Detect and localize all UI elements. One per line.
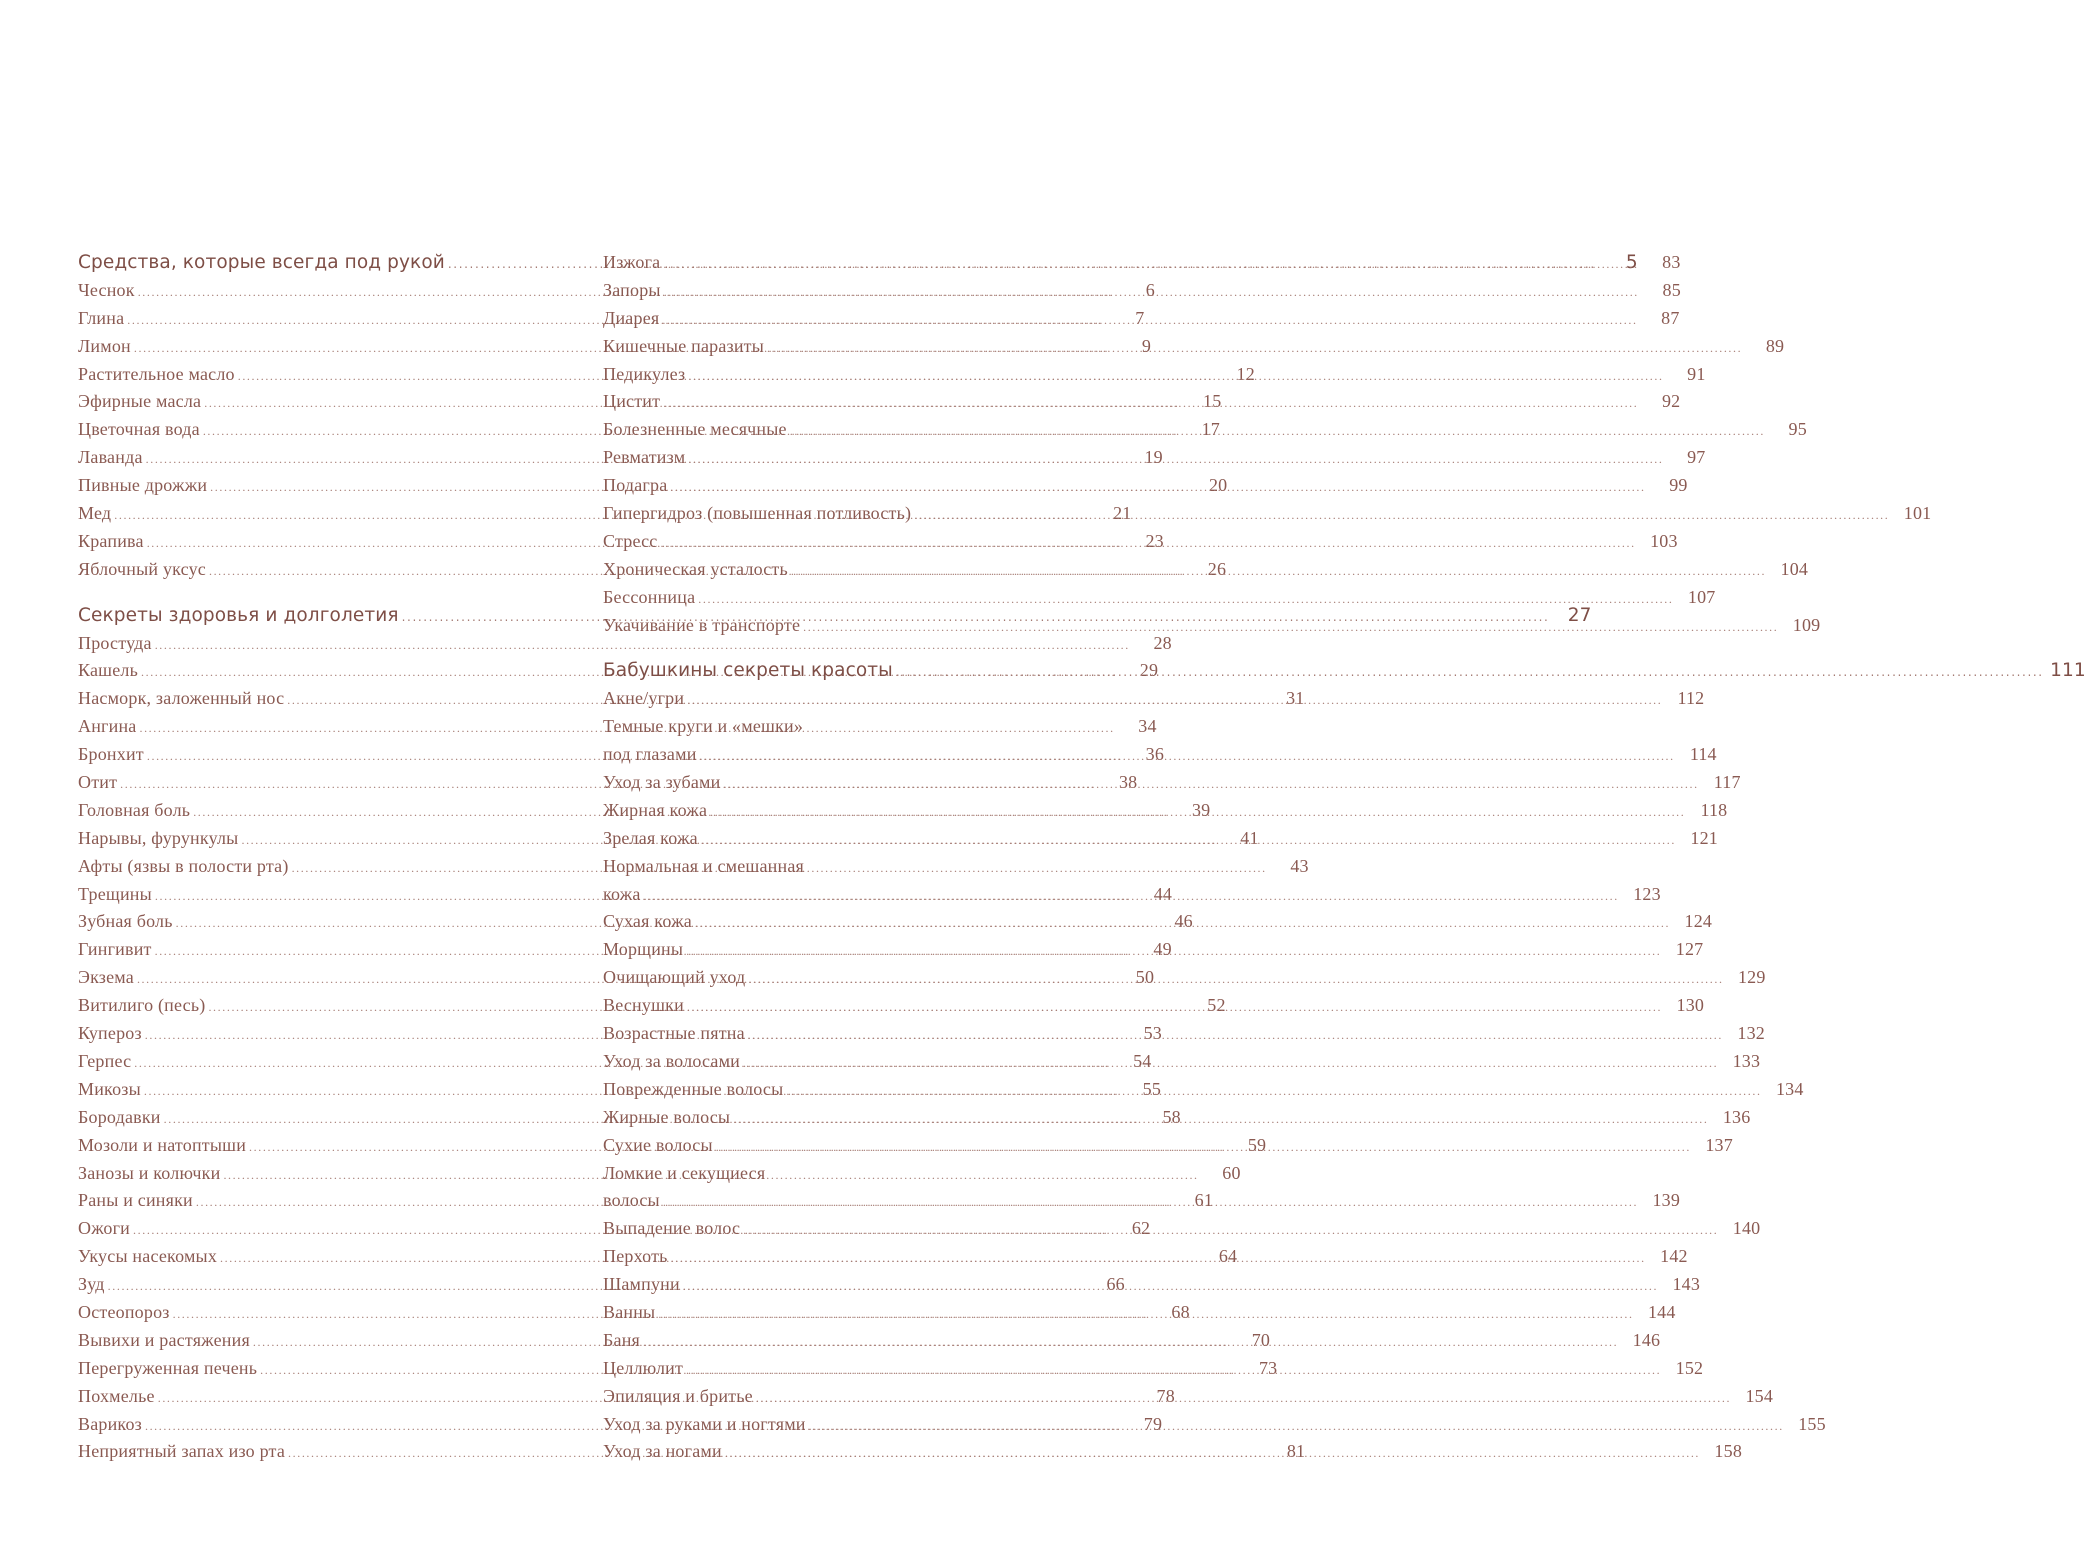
dot-leader — [710, 799, 1685, 827]
toc-page-number: 91 — [1687, 363, 1706, 384]
toc-entry-title: Головная боль — [78, 799, 191, 820]
dot-leader — [683, 1273, 1658, 1301]
toc-page-number: 158 — [1714, 1441, 1743, 1462]
toc-page-number: 17 — [1201, 419, 1221, 440]
toc-page-number: 155 — [1798, 1413, 1826, 1434]
toc-entry-title: Укачивание в транспорте — [603, 614, 801, 635]
toc-entry-title: Бабушкины секреты красоты — [603, 660, 893, 682]
toc-entry-first-line — [603, 853, 1084, 881]
toc-page-number: 123 — [1633, 883, 1661, 904]
dot-leader — [701, 827, 1676, 855]
toc-entry-title: Зрелая кожа — [603, 827, 698, 848]
toc-page-number: 129 — [1737, 967, 1766, 988]
toc-page-number: 81 — [1286, 1441, 1306, 1462]
toc-page-number: 62 — [1131, 1218, 1151, 1239]
toc-page-number: 132 — [1737, 1023, 1765, 1044]
toc-page-number: 127 — [1675, 939, 1704, 960]
toc-entry-title: Эфирные масла — [78, 391, 202, 412]
dot-leader — [809, 1413, 1784, 1441]
toc-page-number: 101 — [1903, 503, 1932, 524]
toc-entry-title: Укусы насекомых — [78, 1246, 218, 1267]
toc-page-number: 44 — [1153, 883, 1173, 904]
dot-leader — [644, 883, 1619, 911]
toc-page-number: 109 — [1792, 614, 1821, 635]
toc-page-number: 58 — [1162, 1106, 1181, 1127]
toc-entry-title: Трещины — [78, 883, 152, 904]
toc-page-number: 136 — [1722, 1106, 1751, 1127]
toc-page-number: 12 — [1236, 363, 1255, 384]
toc-entry[interactable] — [603, 249, 1681, 277]
dot-leader — [786, 1078, 1761, 1106]
toc-entry-title: Болезненные месячные — [603, 419, 787, 440]
toc-entry-title: Отит — [78, 772, 118, 793]
dot-leader — [791, 558, 1766, 586]
toc-entry-title: Гингивит — [78, 939, 152, 960]
toc-page-number: 112 — [1677, 688, 1705, 709]
toc-entry-title: Веснушки — [603, 995, 684, 1016]
toc-page-number: 95 — [1788, 419, 1807, 440]
dot-leader — [686, 938, 1661, 966]
toc-page-number: 46 — [1174, 911, 1193, 932]
toc-page-number: 19 — [1144, 447, 1163, 468]
toc-page-number: 92 — [1661, 391, 1681, 412]
dot-leader — [687, 994, 1662, 1022]
toc-entry-title: Акне/угри — [603, 688, 685, 709]
toc-page-number: 78 — [1156, 1385, 1175, 1406]
toc-page-number: 87 — [1661, 307, 1680, 328]
toc-page-number: 85 — [1662, 279, 1681, 300]
toc-entry-title: Крапива — [78, 530, 144, 551]
dot-leader — [663, 390, 1638, 418]
dot-leader — [698, 586, 1673, 614]
toc-page-number: 118 — [1700, 799, 1728, 820]
toc-page-number: 66 — [1106, 1274, 1125, 1295]
toc-entry-title: под глазами — [603, 744, 697, 765]
toc-entry-title: Мозоли и натоптыши — [78, 1134, 247, 1155]
toc-entry-title: Морщины — [603, 939, 684, 960]
toc-entry-title: Поврежденные волосы — [603, 1078, 784, 1099]
toc-page-number: 15 — [1203, 391, 1222, 412]
toc-page-number: 59 — [1247, 1134, 1267, 1155]
toc-entry-title: Купероз — [78, 1023, 142, 1044]
toc-page-number: 20 — [1208, 475, 1228, 496]
toc-page-number: 43 — [1290, 855, 1309, 876]
toc-entry-title: Бессонница — [603, 586, 696, 607]
dot-leader — [671, 1245, 1646, 1273]
dot-leader — [756, 1385, 1731, 1413]
toc-page-number: 68 — [1171, 1301, 1190, 1322]
toc-entry-title: Похмелье — [78, 1385, 155, 1406]
toc-entry-title: Бронхит — [78, 744, 144, 765]
toc-entry-title: Раны и синяки — [78, 1190, 193, 1211]
dot-leader — [743, 1050, 1718, 1078]
toc-entry-title: Герпес — [78, 1050, 132, 1071]
toc-page-number: 27 — [1567, 604, 1592, 626]
toc-entry[interactable] — [603, 584, 1716, 612]
toc-page-number: 114 — [1689, 744, 1717, 765]
toc-page-number: 99 — [1669, 475, 1688, 496]
toc-page-number: 23 — [1145, 530, 1164, 551]
dot-leader — [700, 743, 1675, 771]
dot-leader — [658, 1301, 1633, 1329]
toc-page-number: 29 — [1139, 660, 1159, 681]
toc-entry-title: Кишечные паразиты — [603, 335, 765, 356]
toc-page-number: 52 — [1207, 995, 1226, 1016]
toc-page-number: 21 — [1113, 503, 1132, 524]
toc-entry-title: Гипергидроз (повышенная потливость) — [603, 503, 912, 524]
dot-leader — [790, 418, 1765, 446]
toc-page-number: 79 — [1143, 1413, 1163, 1434]
toc-entry-title: Простуда — [78, 632, 152, 653]
toc-page-number: 130 — [1676, 995, 1705, 1016]
toc-entry-title: Ломкие и секущиеся — [603, 1162, 766, 1183]
toc-entry-first-line — [603, 1160, 1084, 1188]
toc-page-number: 107 — [1687, 586, 1716, 607]
toc-entry-title: кожа — [603, 883, 641, 904]
toc-entry-title: Диарея — [603, 307, 660, 328]
toc-entry-title: Неприятный запах изо рта — [78, 1441, 286, 1462]
section-spacer — [603, 639, 1084, 657]
toc-entry-title: Цистит — [603, 391, 661, 412]
toc-page-number: 55 — [1142, 1078, 1162, 1099]
toc-entry-title: Чеснок — [78, 279, 135, 300]
dot-leader — [723, 771, 1698, 799]
toc-entry-title: Занозы и колючки — [78, 1162, 221, 1183]
toc-entry-title: Секреты здоровья и долголетия — [78, 604, 399, 626]
toc-entry-title: Жирная кожа — [603, 799, 708, 820]
toc-entry[interactable] — [603, 333, 1785, 361]
toc-page-number: 41 — [1240, 827, 1259, 848]
toc-entry-title: Витилиго (песь) — [78, 995, 206, 1016]
toc-entry[interactable] — [78, 630, 1172, 658]
dot-leader — [663, 1189, 1638, 1217]
toc-entry-title: Вывихи и растяжения — [78, 1329, 250, 1350]
dot-leader — [733, 1106, 1708, 1134]
toc-entry-title: Стресс — [603, 530, 658, 551]
toc-entry-title: Баня — [603, 1329, 641, 1350]
dot-leader — [725, 1440, 1700, 1468]
toc-entry-title: Подагра — [603, 475, 668, 496]
toc-page-number: 54 — [1133, 1050, 1152, 1071]
toc-entry-title: Сухая кожа — [603, 911, 692, 932]
toc-page-number: 9 — [1141, 335, 1152, 356]
toc-page-number: 70 — [1251, 1329, 1271, 1350]
toc-entry-title: Уход за волосами — [603, 1050, 740, 1071]
toc-page-number: 143 — [1672, 1274, 1701, 1295]
toc-entry-title: Лимон — [78, 335, 131, 356]
toc-page-number: 49 — [1153, 939, 1172, 960]
toc-page-number: 137 — [1705, 1134, 1733, 1155]
toc-page-number: 36 — [1145, 744, 1165, 765]
toc-entry-title: Растительное масло — [78, 363, 235, 384]
toc-entry-title: Зуд — [78, 1274, 105, 1295]
toc-page-number: 89 — [1765, 335, 1785, 356]
toc-page-number: 146 — [1632, 1329, 1661, 1350]
toc-page-number: 144 — [1647, 1301, 1676, 1322]
toc-page-number: 142 — [1660, 1246, 1688, 1267]
toc-entry-title: Мед — [78, 503, 112, 524]
toc-entry-title: Темные круги и «мешки» — [603, 716, 804, 737]
toc-entry-title: Экзема — [78, 967, 134, 988]
toc-entry-title: Шампуни — [603, 1274, 680, 1295]
toc-page-number: 121 — [1690, 827, 1718, 848]
toc-entry-title: Эпиляция и бритье — [603, 1385, 753, 1406]
toc-page-number: 103 — [1650, 530, 1678, 551]
toc-entry-title: Ожоги — [78, 1218, 131, 1239]
toc-page-number: 5 — [1625, 252, 1638, 273]
toc-entry-title: Средства, которые всегда под рукой — [78, 252, 445, 273]
toc-entry-title: Выпадение волос — [603, 1218, 741, 1239]
toc-page-number: 39 — [1191, 799, 1211, 820]
toc-page-number: 26 — [1207, 558, 1227, 579]
toc-entry-title: Лаванда — [78, 447, 143, 468]
toc-page-number: 124 — [1684, 911, 1713, 932]
toc-page-number: 61 — [1194, 1190, 1214, 1211]
dot-leader — [663, 251, 1638, 279]
toc-entry[interactable] — [603, 277, 1681, 305]
toc-entry-title: Ванны — [603, 1301, 656, 1322]
toc-entry-title: Пивные дрожжи — [78, 475, 208, 496]
toc-entry-title: Перхоть — [603, 1246, 668, 1267]
toc-entry-title: Изжога — [603, 252, 661, 272]
toc-entry-title: Варикоз — [78, 1413, 142, 1434]
toc-page-number: 139 — [1652, 1190, 1681, 1211]
toc-page-number: 140 — [1732, 1218, 1761, 1239]
dot-leader — [767, 335, 1742, 363]
toc-entry-title: Сухие волосы — [603, 1134, 713, 1155]
toc-entry-title: Педикулез — [603, 363, 686, 384]
toc-entry-title: Цветочная вода — [78, 419, 200, 440]
dot-leader — [716, 1134, 1691, 1162]
toc-page-number: 60 — [1222, 1162, 1241, 1183]
section-spacer — [78, 584, 559, 602]
toc-page-number: 154 — [1745, 1385, 1774, 1406]
toc-page-number: 53 — [1143, 1023, 1162, 1044]
dot-leader — [687, 687, 1662, 715]
toc-page-number: 104 — [1780, 558, 1809, 579]
toc-entry-title: Насморк, заложенный нос — [78, 688, 285, 709]
toc-entry-title: Нарывы, фурункулы — [78, 827, 239, 848]
toc-entry-title: Перегруженная печень — [78, 1357, 258, 1378]
toc-page-number: 64 — [1218, 1246, 1238, 1267]
toc-entry-title: Уход за ногами — [603, 1441, 722, 1462]
dot-leader — [896, 659, 2044, 687]
toc-entry-title: Уход за зубами — [603, 772, 721, 793]
toc-entry-title: Хроническая усталость — [603, 558, 788, 579]
toc-page-number: 133 — [1732, 1050, 1761, 1071]
toc-page-number: 38 — [1118, 772, 1138, 793]
toc-entry-title: Микозы — [78, 1078, 141, 1099]
toc-entry-title: Запоры — [603, 279, 661, 300]
toc-page-number: 97 — [1687, 447, 1706, 468]
dot-leader — [743, 1217, 1718, 1245]
toc-entry-title: Зубная боль — [78, 911, 173, 932]
toc-entry-title: Глина — [78, 307, 125, 328]
toc-entry-title: Жирные волосы — [603, 1106, 731, 1127]
toc-page-number: 7 — [1135, 307, 1145, 328]
dot-leader — [662, 307, 1637, 335]
toc-page-number: 31 — [1286, 688, 1305, 709]
toc-entry-title: Ангина — [78, 716, 137, 737]
dot-leader — [803, 614, 1778, 642]
toc-page-number: 6 — [1145, 279, 1155, 300]
dot-leader — [688, 363, 1663, 391]
toc-entry-title: Афты (язвы в полости рта) — [78, 855, 289, 876]
dot-leader — [748, 966, 1723, 994]
toc-entry-title: Яблочный уксус — [78, 558, 206, 579]
toc-page-number: 50 — [1135, 967, 1155, 988]
toc-entry-title: Целлюлит — [603, 1357, 684, 1378]
dot-leader — [695, 910, 1670, 938]
toc-entry-title: Кашель — [78, 660, 138, 681]
toc-page-number: 152 — [1675, 1357, 1704, 1378]
dot-leader — [660, 530, 1635, 558]
toc-entry-first-line — [603, 713, 1084, 741]
dot-leader — [670, 474, 1645, 502]
toc-entry-title: Ревматизм — [603, 447, 686, 468]
toc-page-number: 134 — [1775, 1078, 1804, 1099]
toc-page-number: 73 — [1258, 1357, 1278, 1378]
toc-entry-title: Очищающий уход — [603, 967, 746, 988]
toc-entry-title: волосы — [603, 1190, 660, 1211]
toc-entry[interactable] — [603, 305, 1680, 333]
dot-leader — [643, 1329, 1618, 1357]
dot-leader — [664, 279, 1639, 307]
toc-entry-title: Бородавки — [78, 1106, 161, 1127]
dot-leader — [914, 502, 1889, 530]
toc-page-number: 111 — [2050, 660, 2086, 682]
dot-leader — [688, 446, 1663, 474]
toc-entry-title: Нормальная и смешанная — [603, 855, 805, 876]
toc-page-number: 34 — [1138, 716, 1157, 737]
toc-page-number: 117 — [1713, 772, 1741, 793]
toc-page-number: 28 — [1153, 632, 1172, 653]
dot-leader — [686, 1357, 1661, 1385]
toc-entry-title: Возрастные пятна — [603, 1023, 745, 1044]
dot-leader — [748, 1022, 1723, 1050]
toc-entry-title: Остеопороз — [78, 1301, 170, 1322]
toc-entry-title: Уход за руками и ногтями — [603, 1413, 806, 1434]
toc-page-number: 83 — [1662, 252, 1681, 272]
